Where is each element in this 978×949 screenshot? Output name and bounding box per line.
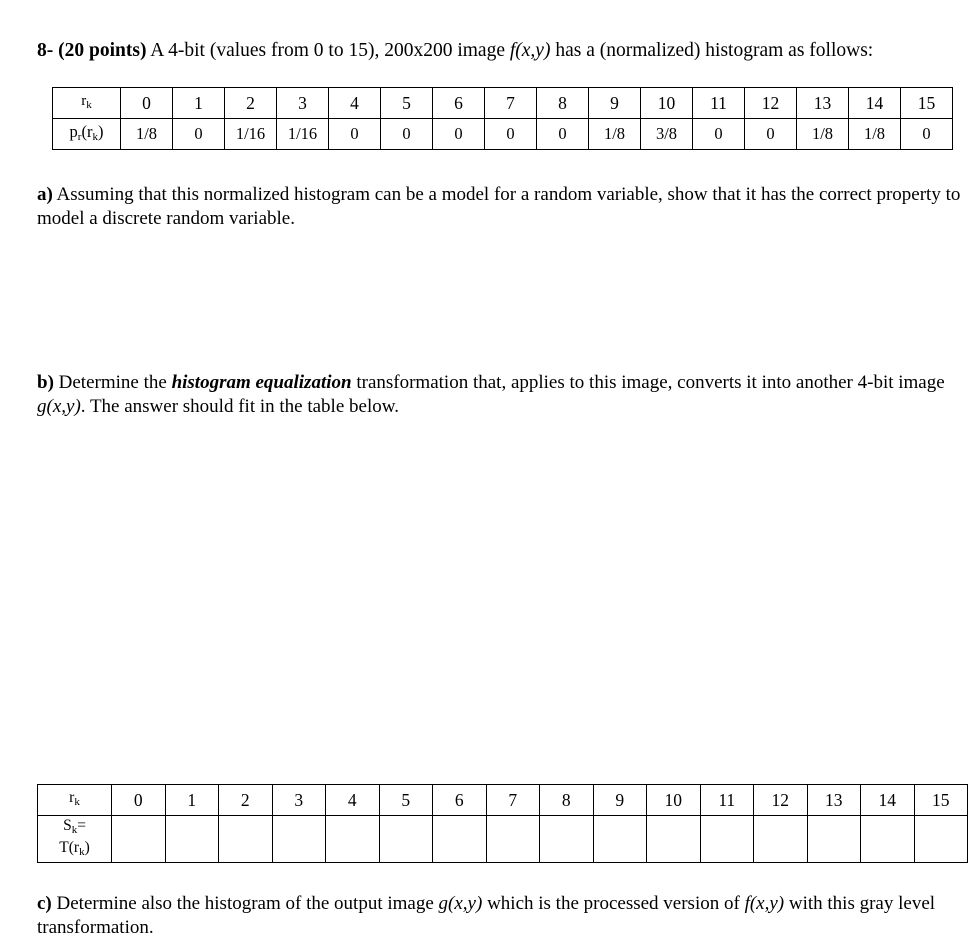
part-a-label: a) [37, 184, 53, 205]
histogram-rk-row [53, 88, 953, 119]
part-c-fxy: f(x,y) [744, 893, 785, 914]
histogram-rk-cell: 6 [433, 88, 485, 119]
part-b [37, 371, 967, 419]
histogram-pr-cell: 3/8 [641, 119, 693, 150]
histogram-pr-cell: 1/8 [589, 119, 641, 150]
transform-sk-answer-cell[interactable] [807, 816, 861, 863]
part-b-text-1: Determine the [53, 372, 172, 393]
transform-sk-answer-cell[interactable] [433, 816, 487, 863]
transform-rk-cell: 9 [593, 785, 647, 816]
transform-rk-cell: 1 [165, 785, 219, 816]
histogram-rk-cell: 12 [745, 88, 797, 119]
transform-sk-answer-cell[interactable] [861, 816, 915, 863]
histogram-pr-cell: 1/16 [277, 119, 329, 150]
transform-rk-cell: 4 [326, 785, 380, 816]
histogram-pr-cell: 1/8 [121, 119, 173, 150]
transform-sk-answer-cell[interactable] [914, 816, 968, 863]
histogram-pr-cell: 0 [693, 119, 745, 150]
transform-sk-answer-cell[interactable] [754, 816, 808, 863]
part-b-gxy: g(x,y) [37, 396, 81, 417]
transform-rk-cell: 8 [540, 785, 594, 816]
part-c-text-1: Determine also the histogram of the output image [51, 893, 439, 914]
histogram-rk-cell: 14 [849, 88, 901, 119]
question-heading [37, 38, 967, 64]
transform-rk-cell: 11 [700, 785, 754, 816]
histogram-table [52, 87, 953, 150]
question-text-1: A 4-bit (values from 0 to 15), 200x200 image [146, 40, 510, 61]
histogram-pr-cell: 0 [433, 119, 485, 150]
histogram-rk-cell: 9 [589, 88, 641, 119]
histogram-rk-cell: 0 [121, 88, 173, 119]
transform-rk-cell: 0 [112, 785, 166, 816]
histogram-rk-cell: 13 [797, 88, 849, 119]
histogram-rk-label: $r_k$ [53, 88, 121, 119]
part-c-gxy: g(x,y) [438, 893, 483, 914]
histogram-pr-cell: 0 [745, 119, 797, 150]
transform-sk-answer-cell[interactable] [379, 816, 433, 863]
histogram-rk-cell: 4 [329, 88, 381, 119]
histogram-rk-cell: 5 [381, 88, 433, 119]
histogram-pr-cell: 0 [329, 119, 381, 150]
question-fxy: f(x,y) [509, 40, 551, 61]
part-c-text-2: which is the processed version of [482, 893, 745, 914]
part-b-text-3: . The answer should fit in the table below. [80, 396, 399, 417]
histogram-pr-cell: 0 [381, 119, 433, 150]
histogram-rk-cell: 15 [901, 88, 953, 119]
histogram-pr-cell: 0 [173, 119, 225, 150]
transform-sk-answer-cell[interactable] [326, 816, 380, 863]
transform-rk-cell: 15 [914, 785, 968, 816]
transform-rk-row [38, 785, 968, 816]
histogram-pr-cell: 0 [485, 119, 537, 150]
histogram-rk-cell: 10 [641, 88, 693, 119]
transform-sk-answer-cell[interactable] [700, 816, 754, 863]
transform-rk-cell: 3 [272, 785, 326, 816]
transform-rk-cell: 14 [861, 785, 915, 816]
transform-sk-answer-cell[interactable] [112, 816, 166, 863]
histogram-pr-label: $p_r(r_k)$ [53, 119, 121, 150]
transform-rk-cell: 7 [486, 785, 540, 816]
transform-sk-answer-cell[interactable] [486, 816, 540, 863]
transform-rk-cell: 6 [433, 785, 487, 816]
histogram-rk-cell: 11 [693, 88, 745, 119]
transform-table [37, 784, 968, 863]
histogram-pr-cell: 1/8 [849, 119, 901, 150]
transform-rk-cell: 12 [754, 785, 808, 816]
histogram-rk-cell: 8 [537, 88, 589, 119]
part-b-emphasis: histogram equalization [171, 372, 352, 393]
histogram-pr-cell: 1/16 [225, 119, 277, 150]
transform-rk-cell: 10 [647, 785, 701, 816]
transform-sk-row [38, 816, 968, 863]
part-a-text: Assuming that this normalized histogram can be a model for a random variable, show that it has the correct property to model a discrete random variable. [37, 184, 961, 229]
histogram-pr-cell: 0 [537, 119, 589, 150]
transform-sk-answer-cell[interactable] [593, 816, 647, 863]
part-b-label: b) [37, 372, 54, 393]
histogram-pr-cell: 0 [901, 119, 953, 150]
transform-rk-label: $r_k$ [38, 785, 112, 816]
transform-sk-answer-cell[interactable] [165, 816, 219, 863]
transform-sk-answer-cell[interactable] [272, 816, 326, 863]
part-c-text-3: with this gray level transformation. [37, 893, 936, 938]
transform-rk-cell: 13 [807, 785, 861, 816]
question-text-2: has a (normalized) histogram as follows: [550, 40, 874, 61]
transform-sk-answer-cell[interactable] [219, 816, 273, 863]
transform-sk-answer-cell[interactable] [540, 816, 594, 863]
transform-rk-cell: 5 [379, 785, 433, 816]
histogram-rk-cell: 1 [173, 88, 225, 119]
question-points: 20 points) [64, 40, 147, 61]
question-number: 8- ( [37, 40, 65, 61]
part-a [37, 183, 967, 231]
part-c [37, 892, 967, 940]
histogram-rk-cell: 7 [485, 88, 537, 119]
histogram-rk-cell: 2 [225, 88, 277, 119]
transform-sk-label: $S_k=$ $T(r_k)$ [38, 816, 112, 863]
part-c-label: c) [37, 893, 52, 914]
histogram-rk-cell: 3 [277, 88, 329, 119]
histogram-pr-cell: 1/8 [797, 119, 849, 150]
transform-rk-cell: 2 [219, 785, 273, 816]
part-b-text-2: transformation that, applies to this image, converts it into another 4-bit image [351, 372, 945, 393]
transform-sk-answer-cell[interactable] [647, 816, 701, 863]
histogram-pr-row [53, 119, 953, 150]
